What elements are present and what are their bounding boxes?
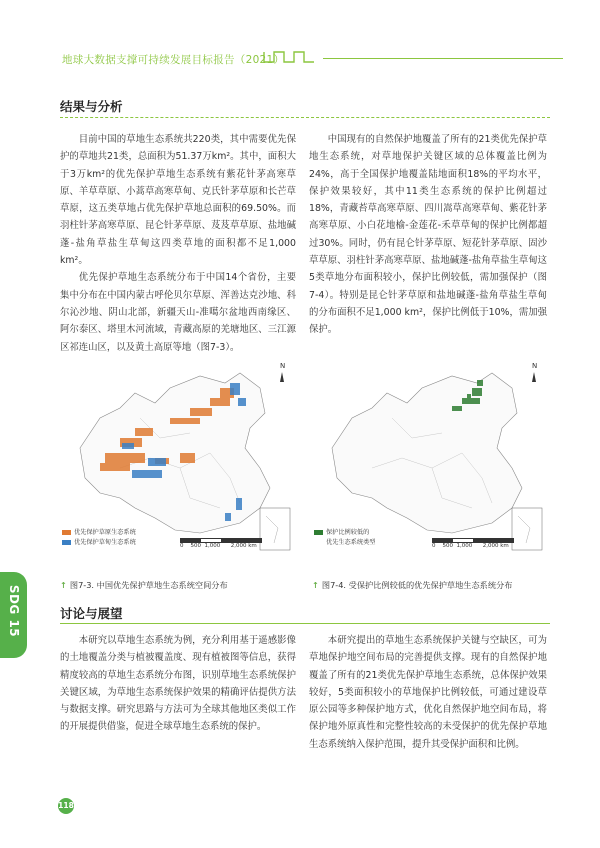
north-label: N	[280, 362, 286, 370]
scale-bar: 0 500 1,000 2,000 km	[180, 538, 262, 549]
section-divider	[60, 623, 550, 624]
figure-caption-7-3: ↑ 图7-3. 中国优先保护草地生态系统空间分布	[60, 580, 228, 590]
section-title-discussion: 讨论与展望	[60, 606, 123, 621]
map-legend	[62, 528, 136, 548]
caption-arrow-icon: ↑	[312, 580, 319, 590]
results-left-column	[60, 131, 296, 356]
discussion-right-column	[309, 632, 547, 753]
legend-item-meadow: 优先保护草甸生态系统	[62, 538, 136, 548]
section-title-results: 结果与分析	[60, 99, 123, 114]
sdg-side-tab	[0, 572, 27, 658]
header-rule	[323, 58, 563, 59]
map-figure-7-3	[60, 358, 298, 575]
discussion-left-column	[60, 632, 296, 736]
paragraph: 中国现有的自然保护地覆盖了所有的21类优先保护草地生态系统，对草地保护关键区域的总体覆盖比例为24%，高于全国保护地覆盖陆地面积18%的平均水平，保护效果较好，其中11类生态系统的保护比例超过18%，青藏苔草高寒草原、四川嵩草高寒草甸、紫花针茅高寒草原、小白花地榆-金莲花-禾草草甸的保护比例都超过30%。同时，仍有昆仑针茅草原、短花针茅草原、固沙草草原、羽柱针茅高寒草原、盐地碱蓬-盐角草盐生草甸这5类草地分布面积较小，保护比例较低，需加强保护（图7-4）。特别是昆仑针茅草原和盐地碱蓬-盐角草盐生草甸的分布面积不足1,000 km²，保护比例低于10%，需加强保护。	[309, 134, 547, 336]
caption-arrow-icon: ↑	[60, 580, 67, 590]
section-divider	[60, 117, 550, 118]
legend-item-grassland: 优先保护草原生态系统	[62, 528, 136, 538]
sdg-label: SDG 15	[7, 584, 21, 638]
paragraph: 优先保护草地生态系统分布于中国14个省份，主要集中分布在中国内蒙古呼伦贝尔草原、浑善达克沙地、科尔沁沙地、阴山北部，新疆天山-准噶尔盆地西南缘区、阿尔泰区、塔里木河流域，青藏高原的羌塘地区、三江源区祁连山区，以及黄土高原等地（图7-3）。	[60, 272, 296, 353]
header-decoration	[262, 50, 322, 64]
paragraph: 目前中国的草地生态系统共220类，其中需要优先保护的草地共21类，总面积为51.37万km²。其中，面积大于3万km²的优先保护草地生态系统有紫花针茅高寒草原、羊草草原、小蒿草高寒草甸、克氏针茅草原和长芒草草原，这五类草地占优先保护草地总面积的69.50%。而羽柱针茅高寒草原、昆仑针茅草原、芨芨草草原、盐地碱蓬-盐角草盐生草甸这四类草地的面积都不足1,000 km²。	[60, 134, 296, 267]
page-number: 118	[58, 798, 74, 814]
scale-bar: 0 500 1,000 2,000 km	[432, 538, 514, 549]
map-figure-7-4	[312, 358, 550, 575]
figure-caption-7-4: ↑ 图7-4. 受保护比例较低的优先保护草地生态系统分布	[312, 580, 513, 590]
running-header: 地球大数据支撑可持续发展目标报告（2021）	[62, 54, 285, 66]
results-right-column	[309, 131, 547, 339]
paragraph: 本研究以草地生态系统为例，充分利用基于遥感影像的土地覆盖分类与植被覆盖度、现有植被图等信息，获得精度较高的草地生态系统分布图，识别草地生态系统保护关键区域，为草地生态系统保护效果的精确评估提供方法与数据支撑。研究思路与方法可为全球其他地区类似工作的开展提供借鉴，促进全球草地生态系统的保护。	[60, 635, 296, 733]
legend-item-low-protection: 保护比例较低的	[314, 528, 376, 538]
north-label: N	[532, 362, 538, 370]
map-legend	[314, 528, 376, 548]
legend-item-low-protection-line2: 优先生态系统类型	[326, 539, 376, 546]
paragraph: 本研究提出的草地生态系统保护关键与空缺区，可为草地保护地空间布局的完善提供支撑。现有的自然保护地覆盖了所有的21类优先保护草地生态系统，总体保护效果较好，5类面积较小的草地保护比例较低，可通过建设草原公园等多种保护地方式，优化自然保护地空间布局，将保护地外原真性和完整性较高的未受保护的优先保护草地生态系统纳入保护范围，提升其受保护面积和比例。	[309, 635, 547, 750]
